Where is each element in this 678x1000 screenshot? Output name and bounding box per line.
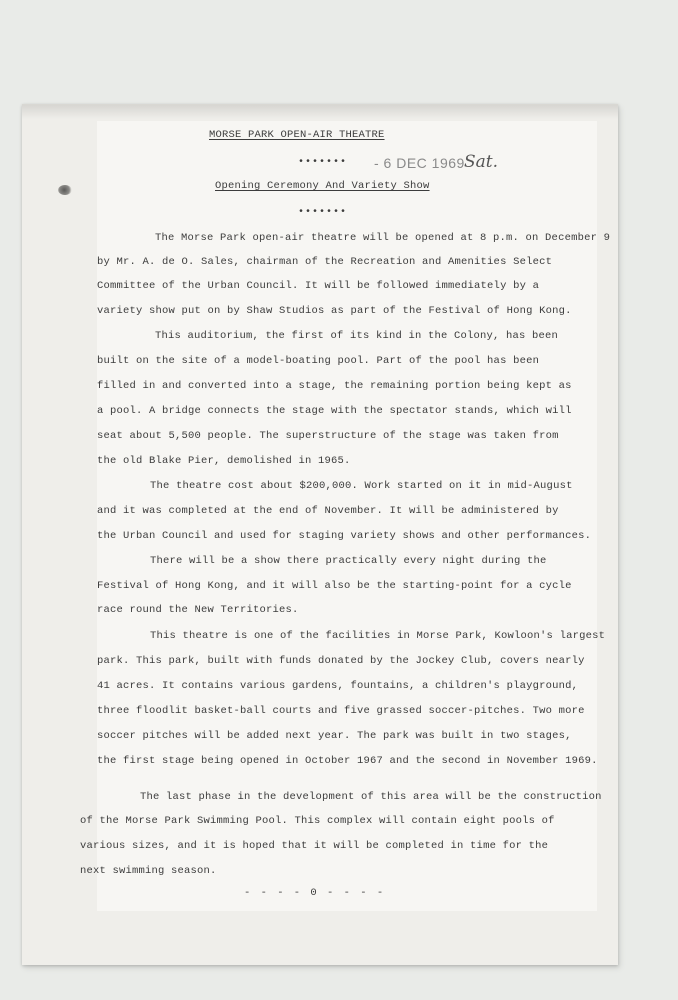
text-line: built on the site of a model-boating pool. Part of the pool has been bbox=[97, 355, 540, 367]
text-line: The Morse Park open-air theatre will be opened at 8 p.m. on December 9 bbox=[155, 232, 611, 244]
text-line: filled in and converted into a stage, the remaining portion being kept as bbox=[97, 380, 572, 392]
text-line: This theatre is one of the facilities in Morse Park, Kowloon's largest bbox=[150, 630, 606, 642]
separator-dots-top: ••••••• bbox=[298, 157, 348, 168]
separator-dots-bottom: ••••••• bbox=[298, 207, 348, 218]
text-line: by Mr. A. de O. Sales, chairman of the Recreation and Amenities Select bbox=[97, 256, 553, 268]
text-line: race round the New Territories. bbox=[97, 604, 299, 616]
text-line: 41 acres. It contains various gardens, fountains, a children's playground, bbox=[97, 680, 579, 692]
end-mark: - - - - 0 - - - - bbox=[244, 887, 386, 899]
text-line: and it was completed at the end of November. It will be administered by bbox=[97, 505, 559, 517]
text-line: Festival of Hong Kong, and it will also be the starting-point for a cycle bbox=[97, 580, 572, 592]
text-line: The theatre cost about $200,000. Work started on it in mid-August bbox=[150, 480, 573, 492]
text-line: There will be a show there practically every night during the bbox=[150, 555, 547, 567]
text-line: seat about 5,500 people. The superstructure of the stage was taken from bbox=[97, 430, 559, 442]
text-line: three floodlit basket-ball courts and five grassed soccer-pitches. Two more bbox=[97, 705, 585, 717]
handwritten-note: Sat. bbox=[464, 152, 499, 172]
text-line: Committee of the Urban Council. It will be followed immediately by a bbox=[97, 280, 540, 292]
text-line: next swimming season. bbox=[80, 865, 217, 877]
text-line: This auditorium, the first of its kind in the Colony, has been bbox=[155, 330, 559, 342]
text-line: soccer pitches will be added next year. The park was built in two stages, bbox=[97, 730, 572, 742]
text-line: park. This park, built with funds donated by the Jockey Club, covers nearly bbox=[97, 655, 585, 667]
text-line: of the Morse Park Swimming Pool. This complex will contain eight pools of bbox=[80, 815, 555, 827]
date-stamp: - 6 DEC 1969 bbox=[374, 155, 465, 171]
text-line: various sizes, and it is hoped that it will be completed in time for the bbox=[80, 840, 549, 852]
text-line: variety show put on by Shaw Studios as part of the Festival of Hong Kong. bbox=[97, 305, 572, 317]
document-title: MORSE PARK OPEN-AIR THEATRE bbox=[209, 129, 385, 141]
text-line: the Urban Council and used for staging variety shows and other performances. bbox=[97, 530, 592, 542]
text-line: the old Blake Pier, demolished in 1965. bbox=[97, 455, 351, 467]
punch-hole bbox=[58, 185, 72, 195]
document-subtitle: Opening Ceremony And Variety Show bbox=[215, 180, 430, 192]
text-line: a pool. A bridge connects the stage with the spectator stands, which will bbox=[97, 405, 572, 417]
text-line: The last phase in the development of this area will be the construction bbox=[140, 791, 602, 803]
text-line: the first stage being opened in October 1967 and the second in November 1969. bbox=[97, 755, 598, 767]
